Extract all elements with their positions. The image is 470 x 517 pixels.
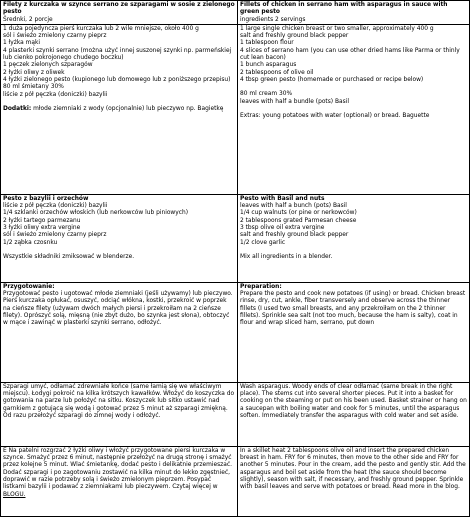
- en-step3-text: In a skillet heat 2 tablespoons olive oil and insert the prepared chicken breast in ham. FRY for 6 minutes, then move to the other side and FRY for another 5 minutes. Pour in the cream, add the pesto and gently stir. Add the asparagus and boil set aside from the heat (the sauce should become slightly), season with salt, if necessary, and freshly ground pepper. Sprinkle with basil leaves and serve with potatoes or bread. Read more in the blog.: [240, 447, 466, 491]
- ingredient-line: sól i świeżo zmielony czarny pieprz: [3, 33, 107, 40]
- ingredient-line: 1 large single chicken breast or two smaller, approximately 400 g: [240, 25, 434, 32]
- pesto-line: 1/4 cup walnuts (or pine or nerkowców): [240, 210, 357, 217]
- en-header-cell: [238, 1, 470, 25]
- pl-ingredients-cell: [1, 24, 238, 194]
- pl-step2-cell: [1, 382, 238, 446]
- pesto-line: 2 łyżki tartego parmezanu: [3, 217, 81, 224]
- en-recipe-subtitle: ingredients 2 servings: [240, 16, 306, 23]
- pesto-line: 1/4 szklanki orzechów włoskich (lub nerkowców lub piniowych): [3, 210, 189, 217]
- pl-extras-label: Dodatki:: [3, 105, 32, 112]
- en-pesto-title: Pesto with Basil and nuts: [240, 195, 325, 202]
- ingredient-line: leaves with half a bundle (pots) Basil: [240, 98, 349, 105]
- en-pesto-cell: [238, 194, 470, 282]
- step3-row: [1, 446, 470, 516]
- pl-step3-text: [3, 448, 235, 499]
- pesto-line: 3 łyżki oliwy extra vergine: [3, 225, 81, 232]
- pesto-line: 3 tbsp olive oil extra vergine: [240, 225, 325, 232]
- en-step2-text: Wash asparagus. Woody ends of clear odłamać (same break in the right place). The stems cut into several shorter pieces. Put it into a basket for cooking on the steaming or put on his been used. Basket strainer or hang on a saucepan with boiling water and cook for 5 minutes, until the asparagus soften. Immediately transfer the asparagus with cold water and set aside.: [240, 383, 467, 420]
- en-extras: Extras: young potatoes with water (optional) or bread. Baguette: [240, 112, 430, 119]
- ingredient-line: 1 łyżka mąki: [3, 40, 41, 47]
- ingredient-line: 1 duża pojedyncza pierś kurczaka lub 2 wile mniejsze, około 400 g: [3, 25, 199, 32]
- ingredient-line: 1 tablespoon flour: [240, 40, 294, 47]
- en-prep-cell: [238, 282, 470, 382]
- pesto-row: [1, 194, 470, 282]
- pl-prep-heading: Przygotowanie:: [3, 283, 55, 290]
- en-prep-heading: Preparation:: [240, 283, 282, 290]
- pesto-line: sól i świeżo zmielony czarny pieprz: [3, 232, 107, 239]
- pl-extras-text: młode ziemniaki z wody (opcjonalnie) lub pieczywo np. Bagietkę: [33, 105, 224, 112]
- en-prep-text: Prepare the pesto and cook new potatoes (if using) or bread. Chicken breast rinse, dry, cut, ankle, fiber transversely and observe across the thinner fillets (I used two small breasts, and any przekroiłam on the 2 thinner fillets). Sprinkle sea salt (not too much, because the ham is salty), coat in flour and wrap sliced ham, serrano, put down: [240, 291, 466, 327]
- pesto-line: liście z pół pęczka (doniczki) bazylii: [3, 203, 108, 210]
- pl-header-cell: [1, 1, 238, 25]
- ingredient-line: 4 plasterki szynki serrano (można użyć innej suszonej szynki np. parmeńskiej lub cienko pokrojonego chudego boczku): [3, 47, 232, 62]
- pl-pesto-note: Wszystkie składniki zmiksować w blenderze.: [3, 253, 135, 260]
- ingredient-line: 2 łyżki oliwy z oliwek: [3, 69, 65, 76]
- ingredients-row: [1, 24, 470, 194]
- pl-pesto-cell: [1, 194, 238, 282]
- ingredient-line: salt and freshly ground black pepper: [240, 33, 349, 40]
- prep-row: [1, 282, 470, 382]
- en-step2-cell: [238, 382, 470, 446]
- pl-extras: [3, 106, 235, 113]
- blog-link[interactable]: BLOGU.: [3, 491, 26, 498]
- pl-recipe-title: Filety z kurczaka w szynce serrano ze szparagami w sosie z zielonego pesto: [3, 2, 235, 16]
- header-row: [1, 1, 470, 25]
- pesto-line: 1/2 ząbka czosnku: [3, 239, 58, 246]
- pl-step3-cell: [1, 446, 238, 516]
- pl-recipe-subtitle: Średnki, 2 porcje: [3, 16, 53, 23]
- pesto-line: 1/2 clove garlic: [240, 239, 286, 246]
- ingredient-line: 4 łyżki zielonego pesto (kupionego lub domowego lub z poniższego przepisu): [3, 76, 231, 83]
- ingredient-line: 4 tbsp green pesto (homemade or purchased or recipe below): [240, 76, 424, 83]
- pesto-line: 2 tablespoons grated Parmesan cheese: [240, 217, 357, 224]
- ingredient-line: 80 ml śmietany 30%: [3, 84, 64, 91]
- ingredient-line: 4 slices of serrano ham (you can use other dried hams like Parma or thinly cut lean bacon): [240, 47, 460, 62]
- en-pesto-note: Mix all ingredients in a blender.: [240, 253, 333, 260]
- pl-step3-body: E Na patelni rozgrzać 2 łyżki oliwy i włożyć przygotowane piersi kurczaka w szynce. Smażyć przez 6 minut, następnie przełożyć na drugą stronę i smażyć przez kolejne 5 minut. Wlać śmietankę, dodać pesto i delikatnie przemieszać. Dodać szparagi i po zagotowaniu zostawić na kilka minut do lekko zgęstnieć, doprawić w razie potrzeby solą i świeżo zmielonym pieprzem. Posypać listkami bazylii i podawać z ziemniakami lub pieczywem. Czytaj więcej w: [3, 447, 232, 491]
- ingredient-line: 2 tablespoons of olive oil: [240, 69, 314, 76]
- pl-prep-text: Przygotować pesto i ugotować młode ziemniaki (jeśli używamy) lub pieczywo. Pierś kurczaka opłukać, osuszyć, odciąć włókna, kostki, przekroić w poprzek na cieńsze filety (używam dwóch małych piersi i przekroiłam na 2 cieńsze filety). Oprószyć solą, mięsną (nie zbyt dużo, bo szynka jest słona), obtoczyć w mące i zawinąć w plasterki szynki serrano, odłożyć.: [3, 291, 233, 327]
- en-ingredients-cell: [238, 24, 470, 194]
- ingredient-line: 80 ml cream 30%: [240, 91, 293, 98]
- en-step3-cell: [238, 446, 470, 516]
- pl-step2-text: Szparagi umyć, odłamać zdrewniałe końce (same łamią się we właściwym miejscu). Łodygi pokroić na kilka krótszych kawałków. Włożyć do koszyczka do gotowania na parze lub położyć na sitku. Koszyczek lub sitko ustawić nad garnkiem z gotującą się wodą i gotować przez 5 minut aż szparagi zmiękną. Od razu przełożyć szparagi do zimnej wody i odłożyć.: [3, 383, 235, 420]
- pl-prep-cell: [1, 282, 238, 382]
- pl-pesto-title: Pesto z bazylii i orzechów: [3, 195, 89, 202]
- ingredient-line: 1 pęczek zielonych szparagów: [3, 62, 93, 69]
- ingredient-line: 1 bunch asparagus: [240, 62, 297, 69]
- pesto-line: leaves with half a bunch (pots) Basil: [240, 203, 347, 210]
- en-recipe-title: Fillets of chicken in serrano ham with asparagus in sauce with green pesto: [240, 2, 448, 16]
- ingredient-line: liście z pół pęczka (doniczki) bazylii: [3, 91, 108, 98]
- step2-row: [1, 382, 470, 446]
- pesto-line: salt and freshly ground black pepper: [240, 232, 349, 239]
